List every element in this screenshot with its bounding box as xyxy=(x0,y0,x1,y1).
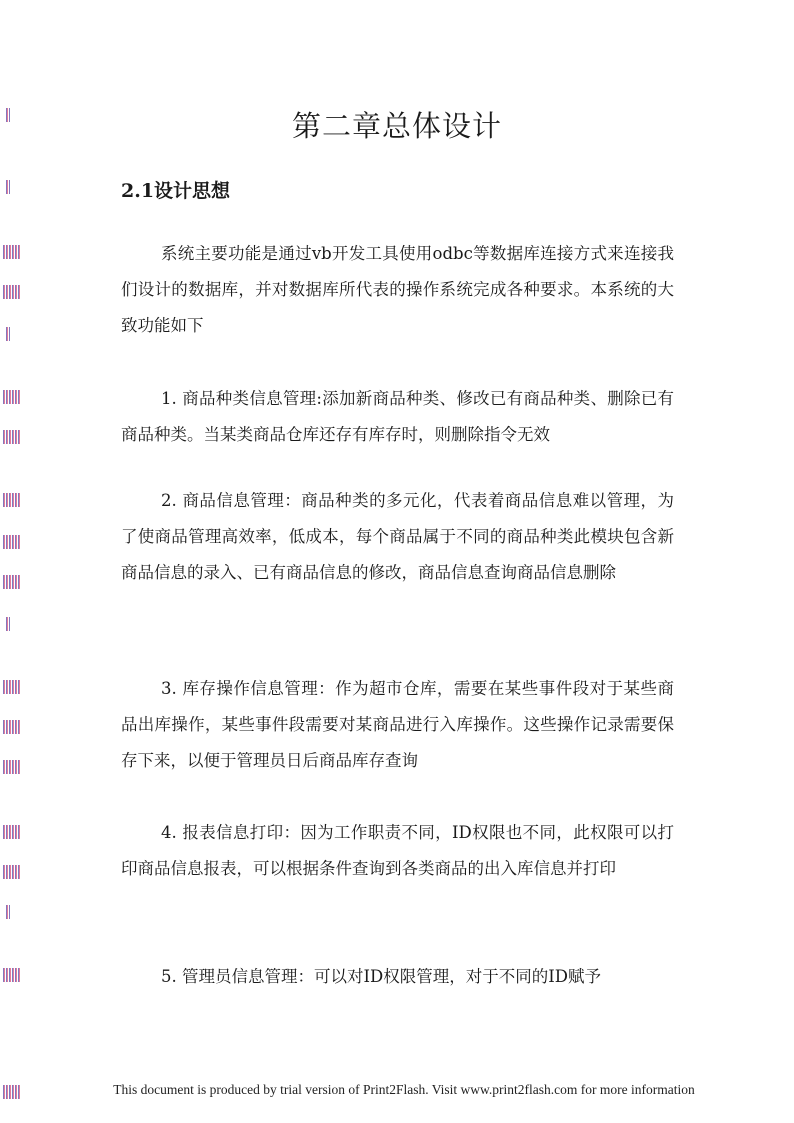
margin-mark xyxy=(3,968,21,982)
margin-mark xyxy=(3,865,21,879)
margin-mark xyxy=(3,285,21,299)
margin-mark xyxy=(3,493,21,507)
margin-mark xyxy=(3,720,21,734)
margin-mark xyxy=(6,327,10,341)
margin-mark xyxy=(6,617,10,631)
margin-mark xyxy=(3,575,21,589)
margin-mark xyxy=(3,680,21,694)
paragraph-item-5: 5. 管理员信息管理：可以对ID权限管理，对于不同的ID赋予 xyxy=(161,967,601,986)
chapter-title: 第二章总体设计 xyxy=(291,109,502,143)
paragraph-item-4: 4. 报表信息打印：因为工作职责不同，ID权限也不同，此权限可以打印商品信息报表，可以根据条件查询到各类商品的出入库信息并打印 xyxy=(121,823,674,878)
trial-footer: This document is produced by trial version of Print2Flash. Visit www.print2flash.com for more information xyxy=(113,1082,695,1097)
paragraph-item-2: 2. 商品信息管理：商品种类的多元化，代表着商品信息难以管理，为了使商品管理高效率，低成本，每个商品属于不同的商品种类此模块包含新商品信息的录入、已有商品信息的修改，商品信息查询商品信息删除 xyxy=(121,491,674,582)
margin-mark xyxy=(3,760,21,774)
margin-mark xyxy=(3,430,21,444)
margin-mark xyxy=(3,825,21,839)
paragraph-item-3: 3. 库存操作信息管理：作为超市仓库，需要在某些事件段对于某些商品出库操作，某些事件段需要对某商品进行入库操作。这些操作记录需要保存下来，以便于管理员日后商品库存查询 xyxy=(121,679,674,770)
section-heading: 2.1设计思想 xyxy=(121,180,231,202)
scan-margin-marks xyxy=(0,0,30,1123)
margin-mark xyxy=(6,905,10,919)
margin-mark xyxy=(3,390,21,404)
margin-mark xyxy=(3,535,21,549)
margin-mark xyxy=(3,245,21,259)
margin-mark xyxy=(6,180,10,194)
paragraph-intro: 系统主要功能是通过vb开发工具使用odbc等数据库连接方式来连接我们设计的数据库，并对数据库所代表的操作系统完成各种要求。本系统的大致功能如下 xyxy=(121,244,674,335)
paragraph-item-1: 1. 商品种类信息管理:添加新商品种类、修改已有商品种类、删除已有商品种类。当某类商品仓库还存有库存时，则删除指令无效 xyxy=(121,389,674,444)
